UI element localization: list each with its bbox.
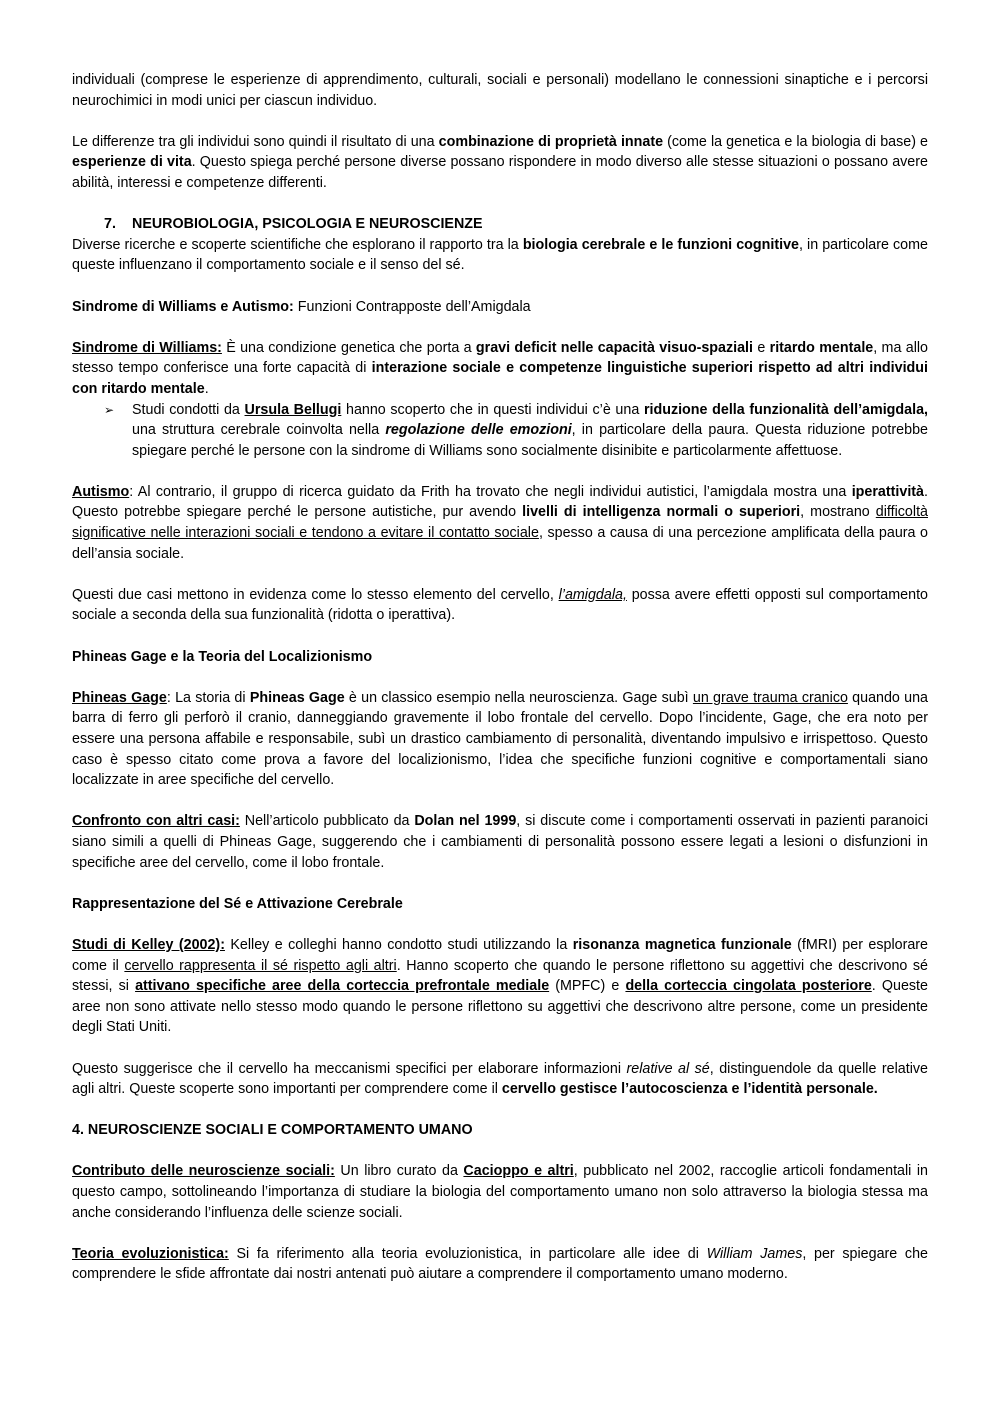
bold-text: cervello gestisce l’autocoscienza e l’identità personale. bbox=[501, 1081, 878, 1098]
paragraph-differenze bbox=[72, 132, 928, 194]
text: è un classico esempio nella neuroscienza. Gage subì bbox=[344, 689, 693, 706]
text: individuali (comprese le esperienze di apprendimento, culturali, sociali e personali) modellano le connessioni sinaptiche e i percorsi neurochimici in modi unici per ciascun individuo. bbox=[72, 72, 928, 109]
bold-text: iperattività bbox=[851, 483, 925, 500]
heading-section-4: 4. NEUROSCIENZE SOCIALI E COMPORTAMENTO UMANO bbox=[72, 1122, 473, 1139]
text: (MPFC) e bbox=[549, 978, 626, 995]
term-label: Confronto con altri casi: bbox=[72, 813, 240, 830]
text: , in particolare della paura. Questa riduzione potrebbe spiegare perché le persone con la sindrome di Williams sono socialmente disinibite e particolarmente affettuose. bbox=[132, 422, 928, 459]
text: possa avere effetti opposti sul comportamento sociale a seconda della sua funzionalità (ridotta o iperattiva). bbox=[72, 586, 928, 624]
text: Diverse ricerche e scoperte scientifiche che esplorano il rapporto tra la bbox=[72, 236, 523, 253]
text: Kelley e colleghi hanno condotto studi utilizzando la bbox=[224, 936, 573, 953]
term-label: Phineas Gage bbox=[72, 689, 167, 706]
paragraph-williams bbox=[72, 338, 928, 400]
bold-text: biologia cerebrale e le funzioni cognitive bbox=[522, 236, 799, 253]
section-number: 7. bbox=[104, 216, 116, 233]
term-label: Teoria evoluzionistica: bbox=[72, 1245, 229, 1262]
bold-text: livelli di intelligenza normali o superiori bbox=[522, 504, 801, 521]
text: . Hanno scoperto che quando le persone riflettono su aggettivi che descrivono sé stessi, si bbox=[72, 957, 929, 995]
document-page bbox=[72, 70, 928, 1306]
text: Si fa riferimento alla teoria evoluzionistica, in particolare alle idee di bbox=[228, 1245, 707, 1262]
text: . Queste aree non sono attivate nello stesso modo quando le persone riflettono su aggettivi che descrivono altre persone, come un presidente degli Stati Uniti. bbox=[72, 978, 928, 1036]
bold-underlined-text: Ursula Bellugi bbox=[244, 401, 342, 418]
bold-underlined-text: Cacioppo e altri bbox=[463, 1163, 574, 1180]
text: Funzioni Contrapposte dell’Amigdala bbox=[293, 298, 531, 315]
paragraph-amigdala bbox=[72, 585, 928, 626]
term-label: Studi di Kelley (2002): bbox=[72, 936, 225, 953]
bold-text: interazione sociale e competenze linguistiche superiori rispetto ad altri individui con ritardo mentale bbox=[72, 360, 928, 397]
text: Nell’articolo pubblicato da bbox=[239, 813, 415, 830]
text: una struttura cerebrale coinvolta nella bbox=[132, 422, 386, 439]
term-label: Contributo delle neuroscienze sociali: bbox=[72, 1163, 335, 1180]
text: quando una barra di ferro gli perforò il cranio, danneggiando gravemente il lobo frontale del cervello. Dopo l’incidente, Gage, che era noto per essere una persona affabile e responsabile, subì un drastico cambiamento di personalità, diventando impulsivo e irrispettoso. Questo caso è spesso citato come prova a favore del localizionismo, l’idea che specifiche funzioni cognitive e comportamentali siano localizzate in aree specifiche del cervello. bbox=[72, 689, 928, 789]
text: Questo suggerisce che il cervello ha meccanismi specifici per elaborare informazioni bbox=[72, 1060, 627, 1077]
text: . Questo spiega perché persone diverse possano rispondere in modo diverso alle stesse situazioni o possano avere abilità, interessi e competenze differenti. bbox=[72, 154, 928, 191]
text: , mostrano bbox=[800, 504, 876, 521]
paragraph-autismo bbox=[72, 482, 928, 564]
bold-text: Phineas Gage bbox=[249, 689, 345, 706]
paragraph-phineas-gage bbox=[72, 688, 928, 791]
text: . bbox=[204, 380, 209, 397]
paragraph-contributo bbox=[72, 1161, 928, 1223]
arrow-bullet-icon: ➢ bbox=[104, 402, 115, 417]
text: Un libro curato da bbox=[334, 1163, 464, 1180]
paragraph-suggerisce bbox=[72, 1059, 928, 1100]
section-heading-7 bbox=[72, 214, 928, 235]
bold-text: combinazione di proprietà innate bbox=[438, 133, 664, 150]
bold-text: risonanza magnetica funzionale bbox=[572, 936, 792, 953]
bold-text: Sindrome di Williams e Autismo: bbox=[72, 298, 294, 315]
text: , ma allo stesso tempo conferisce una forte capacità di bbox=[72, 339, 928, 377]
text: Questi due casi mettono in evidenza come lo stesso elemento del cervello, bbox=[72, 586, 559, 603]
text: , pubblicato nel 2002, raccoglie articoli fondamentali in questo campo, sottolineando l’importanza di studiare la biologia del comportamento umano non solo attraverso la biologia stessa ma anche considerando l’influenza delle scienze sociali. bbox=[72, 1163, 928, 1221]
text: , si discute come i comportamenti osservati in pazienti paranoici siano simili a quelli di Phineas Gage, suggerendo che i cambiamenti di personalità possono essere legati a lesioni o disfunzioni in specifiche aree del cervello, come il lobo frontale. bbox=[72, 813, 929, 871]
underlined-text: cervello rappresenta il sé rispetto agli altri bbox=[124, 957, 397, 974]
text: (fMRI) per esplorare come il bbox=[72, 936, 928, 974]
bold-text: gravi deficit nelle capacità visuo-spaziali bbox=[475, 339, 754, 356]
text: , in particolare come queste influenzano il comportamento sociale e il senso del sé. bbox=[72, 236, 928, 274]
text: (come la genetica e la biologia di base) e bbox=[663, 133, 928, 150]
bold-underlined-text: attivano specifiche aree della corteccia prefrontale mediale bbox=[135, 978, 550, 995]
underlined-text: un grave trauma cranico bbox=[692, 689, 848, 706]
paragraph-ricerche bbox=[72, 235, 928, 276]
term-label: Autismo bbox=[72, 483, 130, 500]
heading-phineas-gage: Phineas Gage e la Teoria del Localizionismo bbox=[72, 648, 373, 665]
text: . Questo potrebbe spiegare perché le persone autistiche, pur avendo bbox=[72, 483, 928, 521]
text: È una condizione genetica che porta a bbox=[221, 339, 476, 356]
text: e bbox=[753, 339, 770, 356]
text: Studi condotti da bbox=[132, 401, 245, 418]
heading-rappresentazione-se: Rappresentazione del Sé e Attivazione Cerebrale bbox=[72, 895, 403, 912]
paragraph-intro bbox=[72, 70, 928, 111]
text: , spesso a causa di una percezione amplificata della paura o dell’ansia sociale. bbox=[72, 525, 928, 562]
term-label: Sindrome di Williams: bbox=[72, 339, 222, 356]
paragraph-teoria-evoluzionistica bbox=[72, 1244, 928, 1285]
italic-underlined-text: l’amigdala, bbox=[558, 586, 627, 603]
heading-williams-autismo bbox=[72, 297, 928, 318]
bold-text: Dolan nel 1999 bbox=[414, 813, 517, 830]
text: : Al contrario, il gruppo di ricerca guidato da Frith ha trovato che negli individui autistici, l’amigdala mostra una bbox=[129, 483, 852, 500]
text: Le differenze tra gli individui sono quindi il risultato di una bbox=[72, 133, 439, 150]
bold-italic-text: regolazione delle emozioni bbox=[385, 422, 572, 439]
paragraph-kelley bbox=[72, 935, 928, 1038]
italic-text: William James bbox=[706, 1245, 803, 1262]
bold-text: riduzione della funzionalità dell’amigdala, bbox=[643, 401, 928, 418]
text: , distinguendole da quelle relative agli altri. Queste scoperte sono importanti per comprendere come il bbox=[72, 1060, 928, 1098]
italic-text: relative al sé bbox=[626, 1060, 710, 1077]
text: , per spiegare che comprendere le sfide affrontate dai nostri antenati può aiutare a comprendere il comportamento umano moderno. bbox=[72, 1245, 928, 1283]
bold-underlined-text: della corteccia cingolata posteriore bbox=[625, 978, 872, 995]
paragraph-confronto bbox=[72, 811, 928, 873]
bold-text: ritardo mentale bbox=[769, 339, 874, 356]
section-title: NEUROBIOLOGIA, PSICOLOGIA E NEUROSCIENZE bbox=[132, 216, 483, 233]
text: hanno scoperto che in questi individui c’è una bbox=[341, 401, 644, 418]
bold-text: esperienze di vita bbox=[72, 154, 192, 171]
text: : La storia di bbox=[166, 689, 250, 706]
bullet-list bbox=[72, 400, 928, 462]
list-item-bellugi bbox=[104, 400, 928, 462]
underlined-text: difficoltà significative nelle interazioni sociali e tendono a evitare il contatto sociale bbox=[72, 504, 928, 542]
